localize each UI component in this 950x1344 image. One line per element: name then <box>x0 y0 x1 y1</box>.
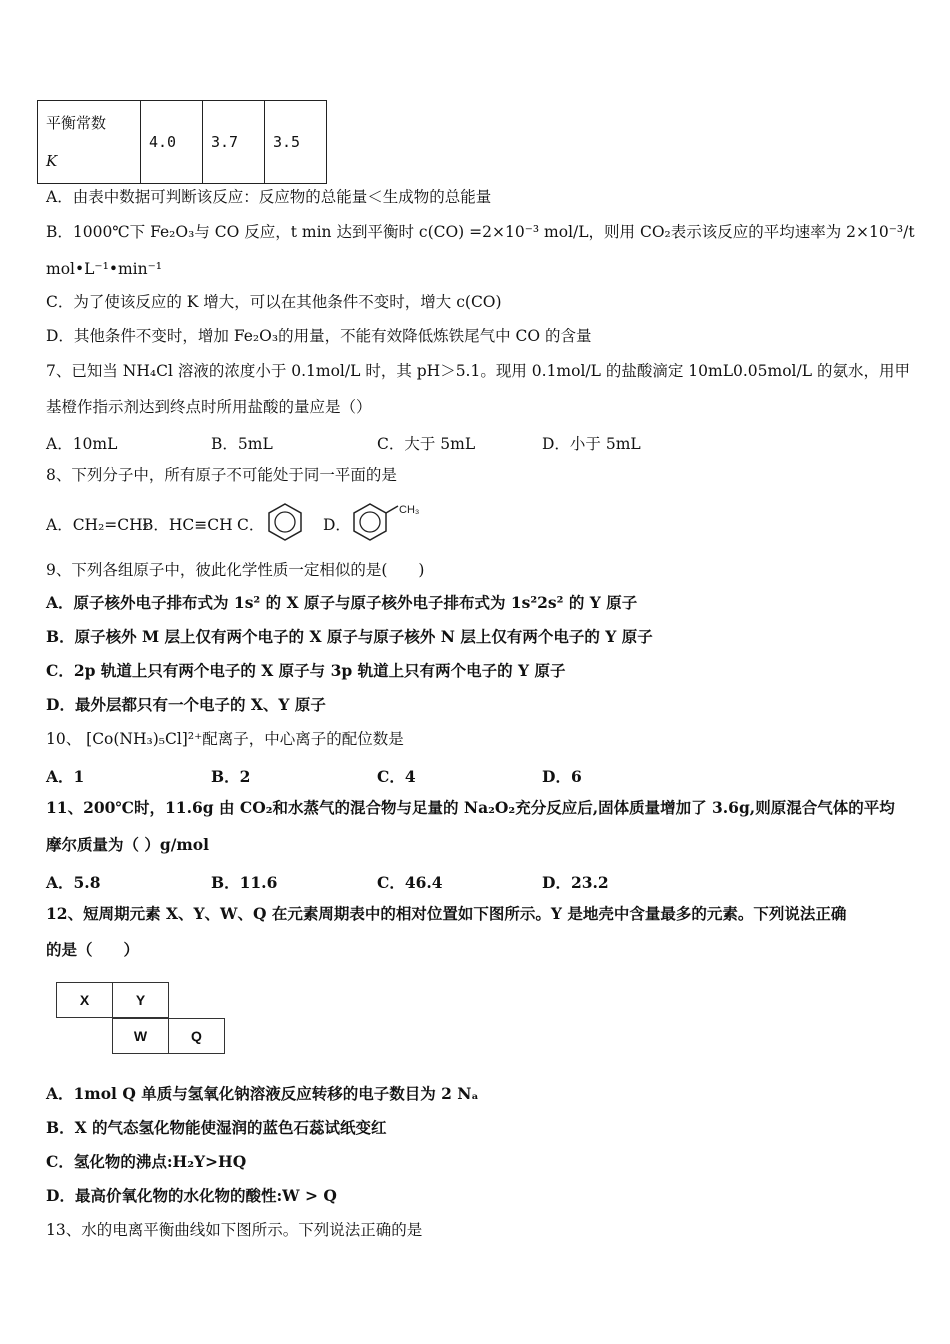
q8-option-b: B．HC≡CH <box>142 516 233 534</box>
q12-option-c: C．氢化物的沸点:H₂Y>HQ <box>46 1152 247 1171</box>
table-cell: 4.0 <box>141 101 203 184</box>
cell-q: Q <box>168 1018 225 1054</box>
q6-option-b-line1: B．1000℃下 Fe₂O₃与 CO 反应，t min 达到平衡时 c(CO) =2×10⁻³ mol/L，则用 CO₂表示该反应的平均速率为 2×10⁻³/t <box>46 223 915 241</box>
table-cell: 3.5 <box>265 101 327 184</box>
q7-option-d: D．小于 5mL <box>542 435 641 453</box>
benzene-structure <box>265 500 305 542</box>
q6-option-b-line2: mol•L⁻¹•min⁻¹ <box>46 260 162 278</box>
q13-stem: 13、水的电离平衡曲线如下图所示。下列说法正确的是 <box>46 1221 423 1239</box>
cell-w: W <box>112 1018 169 1054</box>
q6-option-c: C．为了使该反应的 K 增大，可以在其他条件不变时，增大 c(CO) <box>46 293 502 311</box>
q9-option-d: D．最外层都只有一个电子的 X、Y 原子 <box>46 695 326 714</box>
q10-stem: 10、 [Co(NH₃)₅Cl]²⁺配离子，中心离子的配位数是 <box>46 730 404 748</box>
q10-option-d: D．6 <box>542 767 582 786</box>
table-row-label <box>38 101 141 184</box>
q7-stem-line1: 7、已知当 NH₄Cl 溶液的浓度小于 0.1mol/L 时，其 pH＞5.1。现用 0.1mol/L 的盐酸滴定 10mL0.05mol/L 的氨水，用甲 <box>46 362 910 380</box>
q11-option-c: C．46.4 <box>377 873 443 892</box>
table-label-symbol: K <box>46 152 58 170</box>
q7-option-a: A．10mL <box>46 435 118 453</box>
q8-stem: 8、下列分子中，所有原子不可能处于同一平面的是 <box>46 466 397 484</box>
q10-option-a: A．1 <box>46 767 85 786</box>
q11-stem-line1: 11、200℃时，11.6g 由 CO₂和水蒸气的混合物与足量的 Na₂O₂充分反应后,固体质量增加了 3.6g,则原混合气体的平均 <box>46 798 895 817</box>
q7-stem-line2: 基橙作指示剂达到终点时所用盐酸的量应是（） <box>46 398 372 416</box>
q9-stem: 9、下列各组原子中，彼此化学性质一定相似的是( ) <box>46 561 425 579</box>
q10-option-b: B．2 <box>211 767 251 786</box>
q7-option-c: C．大于 5mL <box>377 435 476 453</box>
q10-option-c: C．4 <box>377 767 416 786</box>
cell-x: X <box>56 982 113 1018</box>
equilibrium-table <box>37 100 327 184</box>
q12-stem-line2: 的是（ ） <box>46 940 140 959</box>
q6-option-d: D．其他条件不变时，增加 Fe₂O₃的用量，不能有效降低炼铁尾气中 CO 的含量 <box>46 327 592 345</box>
table-label-text: 平衡常数 <box>46 114 107 132</box>
methyl-label: CH₃ <box>399 504 420 516</box>
toluene-structure <box>350 500 430 542</box>
q9-option-c: C．2p 轨道上只有两个电子的 X 原子与 3p 轨道上只有两个电子的 Y 原子 <box>46 661 566 680</box>
q9-option-b: B．原子核外 M 层上仅有两个电子的 X 原子与原子核外 N 层上仅有两个电子的 Y 原子 <box>46 627 653 646</box>
q8-option-c: C． <box>237 516 265 534</box>
table-cell: 3.7 <box>203 101 265 184</box>
q7-option-b: B．5mL <box>211 435 273 453</box>
q11-stem-line2: 摩尔质量为（ ）g/mol <box>46 835 210 854</box>
q12-stem-line1: 12、短周期元素 X、Y、W、Q 在元素周期表中的相对位置如下图所示。Y 是地壳中含量最多的元素。下列说法正确 <box>46 904 847 923</box>
q6-option-a: A．由表中数据可判断该反应：反应物的总能量＜生成物的总能量 <box>46 188 492 206</box>
q12-option-a: A．1mol Q 单质与氢氧化钠溶液反应转移的电子数目为 2 Nₐ <box>46 1084 479 1103</box>
q9-option-a: A．原子核外电子排布式为 1s² 的 X 原子与原子核外电子排布式为 1s²2s² 的 Y 原子 <box>46 593 638 612</box>
q12-option-d: D．最高价氧化物的水化物的酸性:W > Q <box>46 1186 337 1205</box>
q11-option-d: D．23.2 <box>542 873 609 892</box>
q8-option-d: D． <box>323 516 351 534</box>
q8-option-a: A．CH₂=CH₂ <box>46 516 149 534</box>
cell-y: Y <box>112 982 169 1018</box>
q11-option-b: B．11.6 <box>211 873 278 892</box>
periodic-position-diagram <box>56 982 228 1058</box>
q12-option-b: B．X 的气态氢化物能使湿润的蓝色石蕊试纸变红 <box>46 1118 387 1137</box>
q11-option-a: A．5.8 <box>46 873 101 892</box>
